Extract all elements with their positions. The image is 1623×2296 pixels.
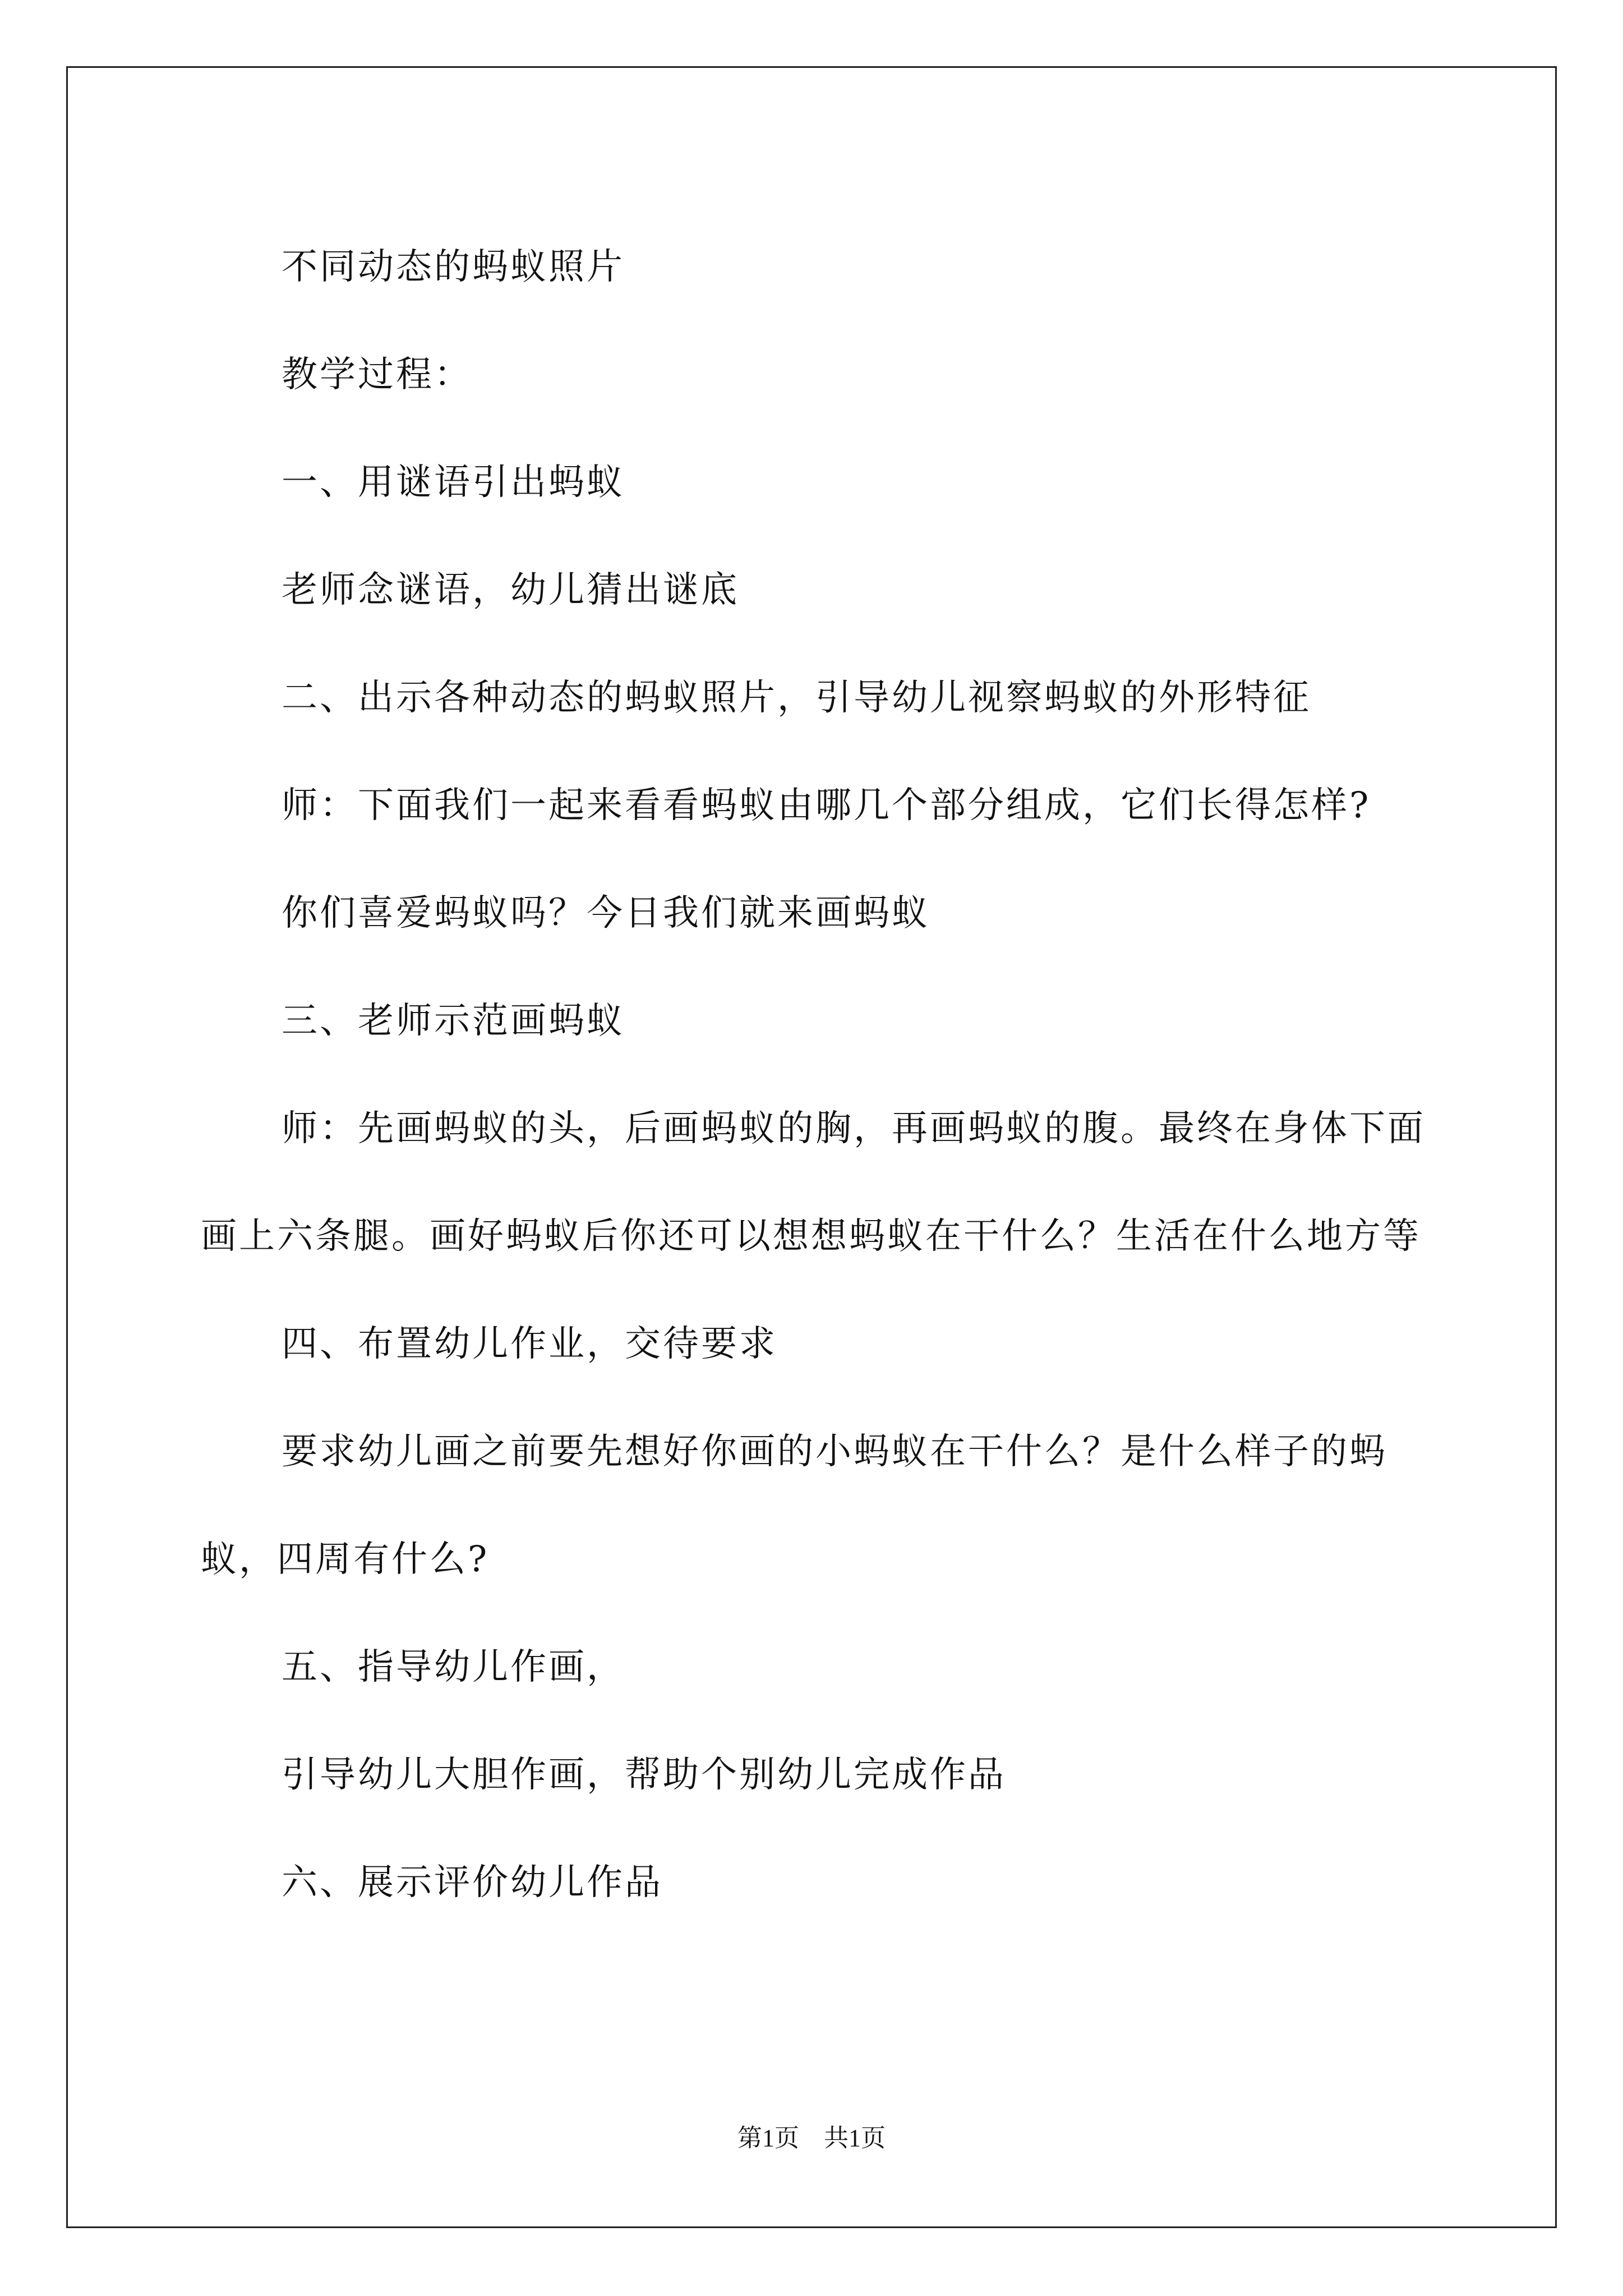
page-footer: 第1页 共1页 (737, 2124, 886, 2152)
paragraph: 二、出示各种动态的蚂蚁照片，引导幼儿视察蚂蚁的外形特征 (282, 677, 1311, 719)
paragraph: 要求幼儿画之前要先想好你画的小蚂蚁在干什么？是什么样子的蚂蚁，四周有什么? (201, 1431, 1387, 1580)
paragraph: 不同动态的蚂蚁照片 (282, 246, 625, 288)
paragraph: 引导幼儿大胆作画，帮助个别幼儿完成作品 (282, 1754, 1006, 1796)
paragraph: 三、老师示范画蚂蚁 (282, 1000, 625, 1042)
document-body (201, 213, 1435, 1936)
paragraph: 你们喜爱蚂蚁吗？今日我们就来画蚂蚁 (282, 892, 930, 934)
paragraph: 师：先画蚂蚁的头，后画蚂蚁的胸，再画蚂蚁的腹。最终在身体下面画上六条腿。画好蚂蚁后你还可以想想蚂蚁在干什么？生活在什么地方等 (201, 1108, 1426, 1257)
paragraph: 四、布置幼儿作业，交待要求 (282, 1323, 777, 1365)
paragraph: 一、用谜语引出蚂蚁 (282, 462, 625, 503)
paragraph: 五、指导幼儿作画， (282, 1646, 625, 1688)
paragraph: 老师念谜语，幼儿猜出谜底 (282, 569, 739, 611)
paragraph: 师：下面我们一起来看看蚂蚁由哪几个部分组成，它们长得怎样? (282, 785, 1371, 826)
paragraph: 教学过程： (282, 354, 472, 395)
paragraph: 六、展示评价幼儿作品 (282, 1862, 663, 1903)
